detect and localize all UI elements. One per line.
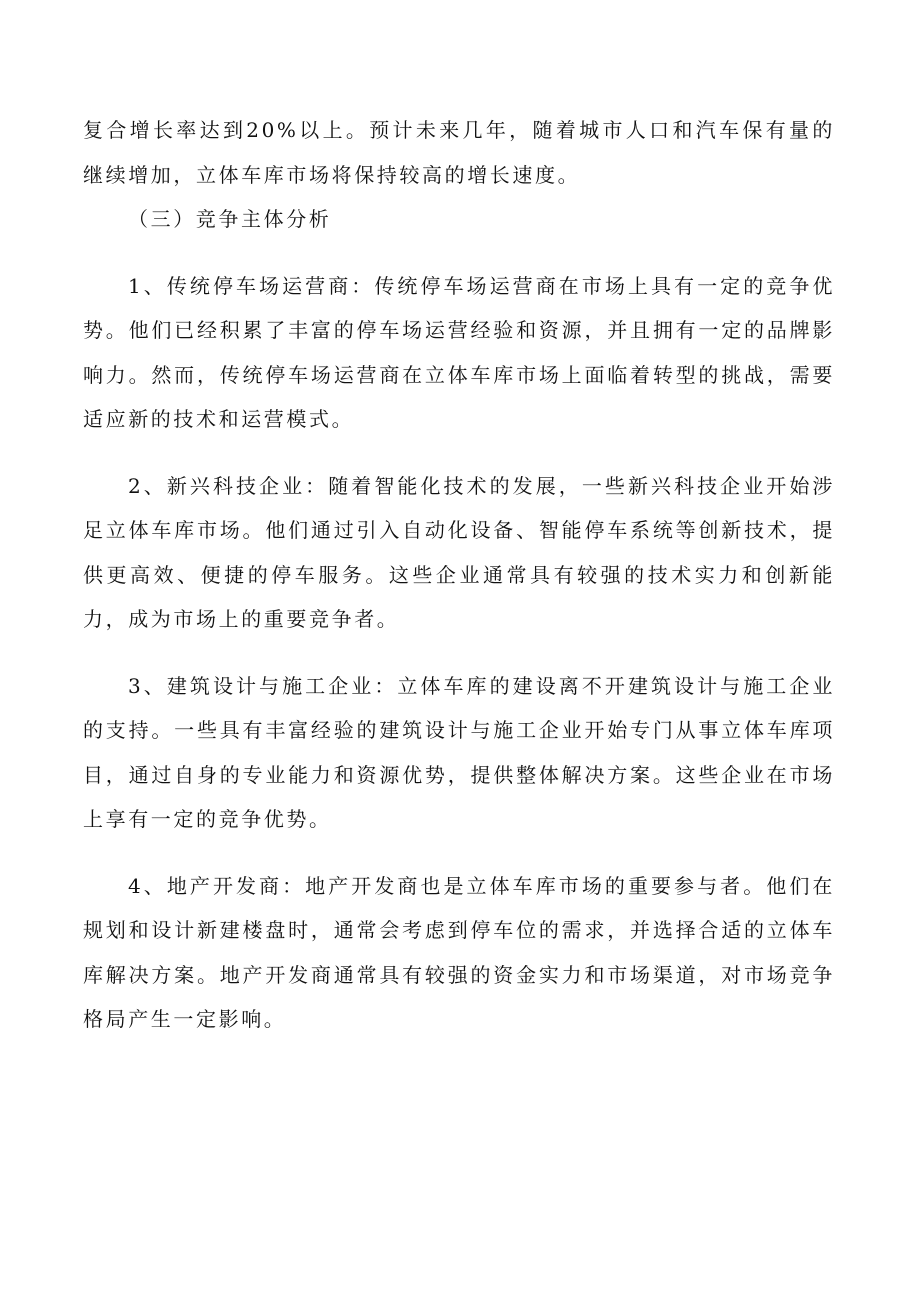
paragraph-item-4: 4、地产开发商：地产开发商也是立体车库市场的重要参与者。他们在规划和设计新建楼盘时，通常会考虑到停车位的需求，并选择合适的立体车库解决方案。地产开发商通常具有较强的资金实力和市场渠道，对市场竞争格局产生一定影响。 xyxy=(83,873,835,1031)
paragraph-item-3: 3、建筑设计与施工企业：立体车库的建设离不开建筑设计与施工企业的支持。一些具有丰富经验的建筑设计与施工企业开始专门从事立体车库项目，通过自身的专业能力和资源优势，提供整体解决方案。这些企业在市场上享有一定的竞争优势。 xyxy=(83,673,835,831)
section-heading: （三）竞争主体分析 xyxy=(128,207,332,231)
paragraph-item-2: 2、新兴科技企业：随着智能化技术的发展，一些新兴科技企业开始涉足立体车库市场。他们通过引入自动化设备、智能停车系统等创新技术，提供更高效、便捷的停车服务。这些企业通常具有较强的技术实力和创新能力，成为市场上的重要竞争者。 xyxy=(83,473,835,631)
paragraph-continuation: 复合增长率达到20%以上。预计未来几年，随着城市人口和汽车保有量的继续增加，立体车库市场将保持较高的增长速度。 xyxy=(83,118,835,187)
paragraph-item-1: 1、传统停车场运营商：传统停车场运营商在市场上具有一定的竞争优势。他们已经积累了丰富的停车场运营经验和资源，并且拥有一定的品牌影响力。然而，传统停车场运营商在立体车库市场上面临着转型的挑战，需要适应新的技术和运营模式。 xyxy=(83,273,835,431)
document-body xyxy=(83,108,835,1042)
